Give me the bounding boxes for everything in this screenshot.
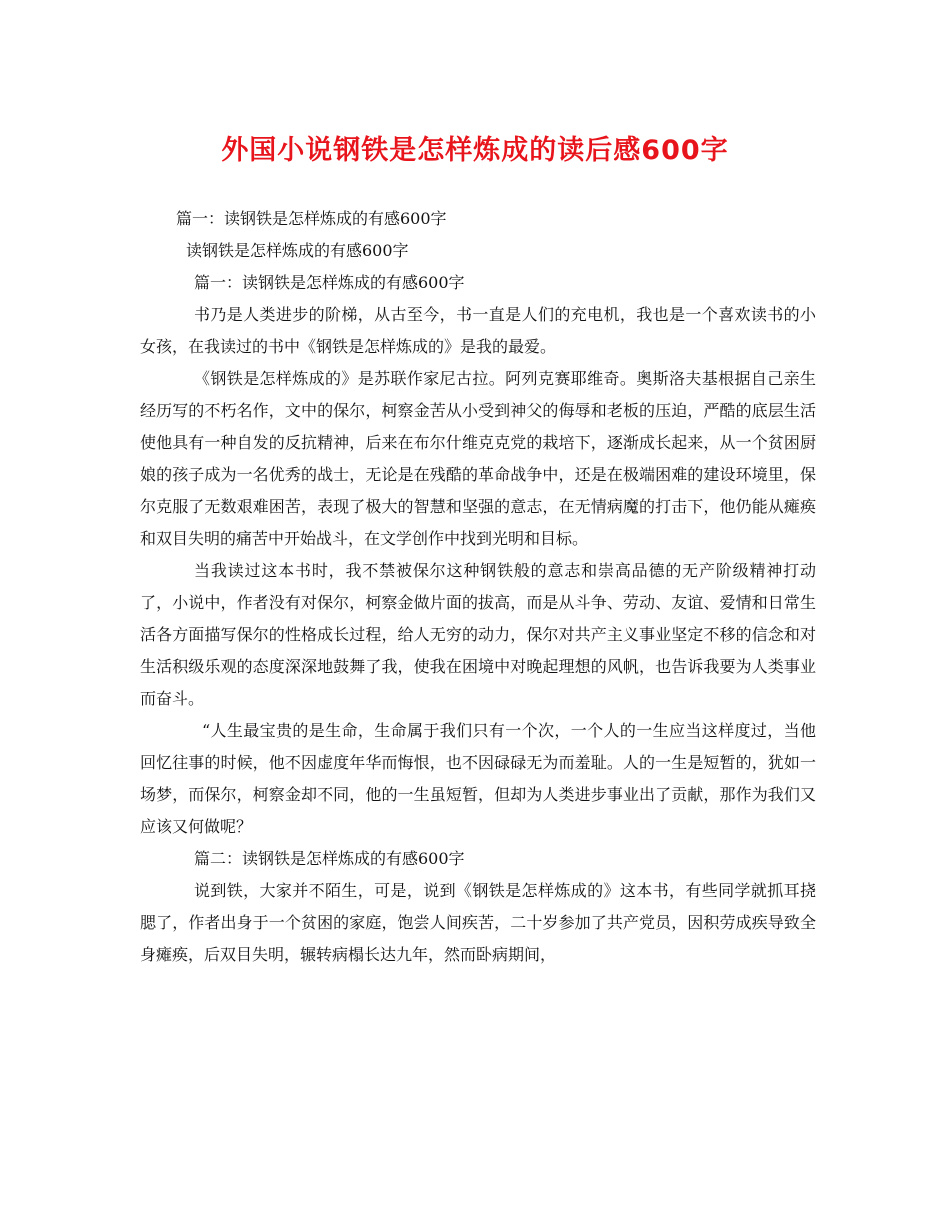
paragraph: 当我读过这本书时，我不禁被保尔这种钢铁般的意志和崇高品德的无产阶级精神打动了，小说中，作者没有对保尔，柯察金做片面的拔高，而是从斗争、劳动、友谊、爱情和日常生活各方面描写保尔的性格成长过程，给人无穷的动力，保尔对共产主义事业坚定不移的信念和对生活积级乐观的态度深深地鼓舞了我，使我在困境中对晚起理想的风帆，也告诉我要为人类事业而奋斗。 [140,561,816,708]
section-heading: 篇一：读钢铁是怎样炼成的有感600字 [176,209,447,228]
paragraph: 《钢铁是怎样炼成的》是苏联作家尼古拉。阿列克赛耶维奇。奥斯洛夫基根据自己亲生经历写的不朽名作，文中的保尔，柯察金苦从小受到神父的侮辱和老板的压迫，严酷的底层生活使他具有一种自发的反抗精神，后来在布尔什维克克党的栽培下，逐渐成长起来，从一个贫困厨娘的孩子成为一名优秀的战士，无论是在残酷的革命战争中，还是在极端困难的建设环境里，保尔克服了无数艰难困苦，表现了极大的智慧和坚强的意志，在无情病魔的打击下，他仍能从瘫痪和双目失明的痛苦中开始战斗，在文学创作中找到光明和目标。 [140,369,816,548]
document-body [140,203,816,971]
section-heading: 篇二：读钢铁是怎样炼成的有感600字 [194,849,465,868]
section-heading: 读钢铁是怎样炼成的有感600字 [186,241,409,260]
document-title: 外国小说钢铁是怎样炼成的读后感600字 [221,135,729,166]
paragraph: 说到铁，大家并不陌生，可是，说到《钢铁是怎样炼成的》这本书，有些同学就抓耳挠腮了，作者出身于一个贫困的家庭，饱尝人间疾苦，二十岁参加了共产党员，因积劳成疾导致全身瘫痪，后双目失明，辗转病榻长达九年，然而卧病期间， [140,881,816,964]
section-heading: 篇一：读钢铁是怎样炼成的有感600字 [194,273,465,292]
paragraph: “人生最宝贵的是生命，生命属于我们只有一个次，一个人的一生应当这样度过，当他回忆往事的时候，他不因虚度年华而悔恨，也不因碌碌无为而羞耻。人的一生是短暂的，犹如一场梦，而保尔，柯察金却不同，他的一生虽短暂，但却为人类进步事业出了贡献，那作为我们又应该又何做呢？ [140,721,816,836]
paragraph: 书乃是人类进步的阶梯，从古至今，书一直是人们的充电机，我也是一个喜欢读书的小女孩，在我读过的书中《钢铁是怎样炼成的》是我的最爱。 [140,305,816,356]
